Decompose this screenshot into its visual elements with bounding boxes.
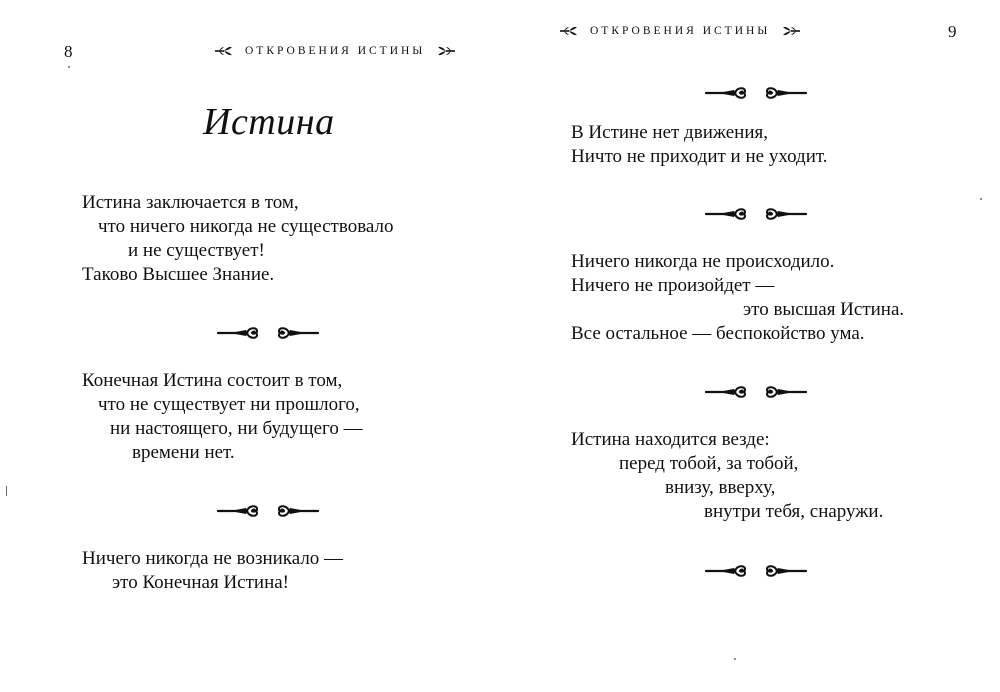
running-head: [213, 43, 457, 59]
ornament-divider-icon: [704, 86, 808, 100]
stanza: [82, 547, 343, 595]
verse-line: и не существует!: [128, 240, 265, 261]
running-head: [558, 23, 802, 39]
right-page: [500, 0, 1000, 692]
fleuron-right-icon: [435, 45, 457, 57]
paper-speck: [6, 486, 7, 496]
verse-line: внутри тебя, снаружи.: [704, 501, 884, 522]
stanza: [82, 369, 363, 465]
fleuron-left-icon: [213, 45, 235, 57]
verse-line: Ничего не произойдет —: [571, 275, 775, 296]
page-number: 9: [948, 22, 957, 41]
ornament-divider-icon: [704, 385, 808, 399]
page-number: 8: [64, 42, 73, 61]
verse-line: это высшая Истина.: [743, 299, 905, 320]
verse-line: Конечная Истина состоит в том,: [82, 370, 343, 391]
fleuron-right-icon: [780, 25, 802, 37]
paper-speck: [734, 658, 736, 660]
verse-line: что ничего никогда не существовало: [98, 216, 394, 237]
paper-speck: [980, 198, 982, 200]
verse-line: Таково Высшее Знание.: [82, 264, 275, 285]
verse-line: Истина находится везде:: [571, 429, 770, 450]
stanza: [571, 121, 828, 169]
verse-line: внизу, вверху,: [665, 477, 776, 498]
stanza: [571, 250, 904, 346]
chapter-title: Истина: [203, 101, 335, 143]
verse-line: В Истине нет движения,: [571, 122, 768, 143]
verse-line: Ничего никогда не происходило.: [571, 251, 835, 272]
verse-line: Истина заключается в том,: [82, 192, 299, 213]
fleuron-left-icon: [558, 25, 580, 37]
verse-line: времени нет.: [132, 442, 235, 463]
verse-line: Все остальное — беспокойство ума.: [571, 323, 865, 344]
verse-line: что не существует ни прошлого,: [98, 394, 360, 415]
verse-line: Ничто не приходит и не уходит.: [571, 146, 828, 167]
stanza: [82, 191, 394, 287]
ornament-divider-icon: [704, 564, 808, 578]
running-head-text: ОТКРОВЕНИЯ ИСТИНЫ: [245, 45, 426, 57]
ornament-divider-icon: [704, 207, 808, 221]
verse-line: ни настоящего, ни будущего —: [110, 418, 363, 439]
ornament-divider-icon: [216, 504, 320, 518]
running-head-text: ОТКРОВЕНИЯ ИСТИНЫ: [590, 25, 771, 37]
verse-line: Ничего никогда не возникало —: [82, 548, 344, 569]
verse-line: перед тобой, за тобой,: [619, 453, 799, 474]
verse-line: это Конечная Истина!: [112, 572, 290, 593]
stanza: [571, 428, 883, 524]
ornament-divider-icon: [216, 326, 320, 340]
paper-speck: [68, 66, 70, 68]
